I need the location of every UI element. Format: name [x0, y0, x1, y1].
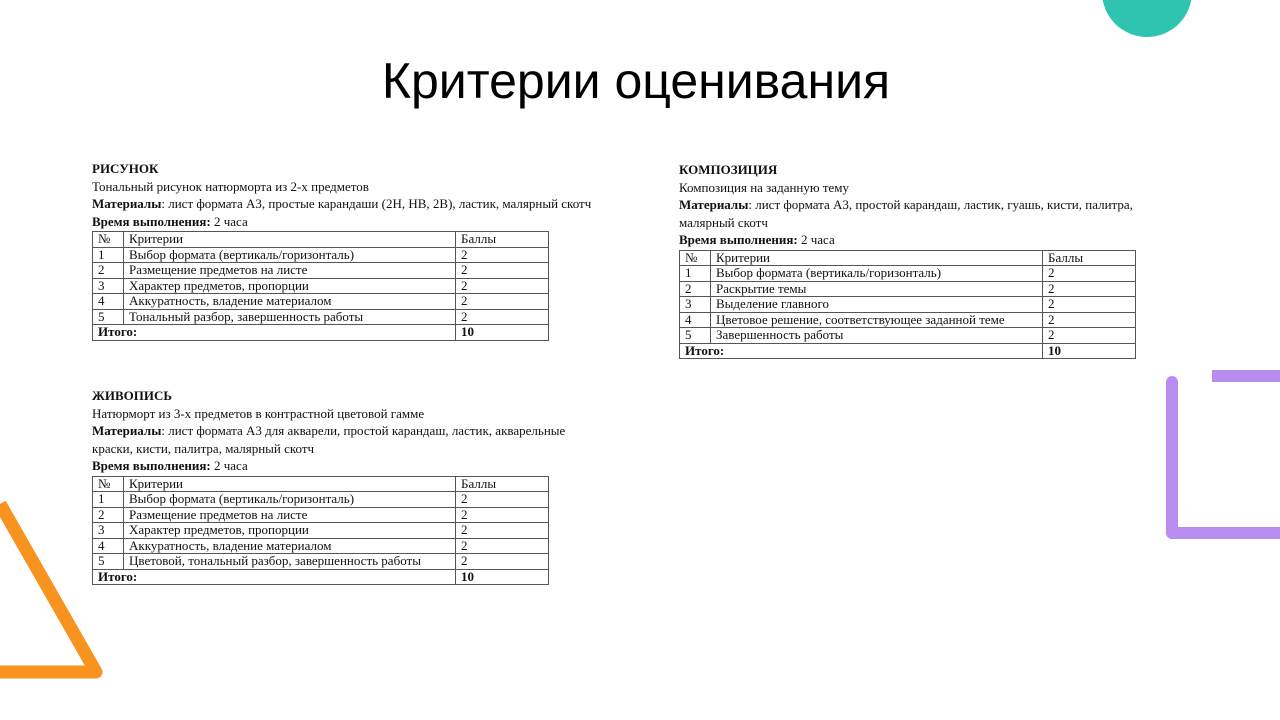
- time-value: 2 часа: [210, 213, 248, 229]
- row-score: 2: [456, 294, 549, 310]
- table-row: [680, 266, 1136, 282]
- time-line: [92, 213, 592, 231]
- criteria-table: [92, 231, 549, 341]
- table-row: [93, 278, 549, 294]
- row-score: 2: [456, 523, 549, 539]
- row-number: 4: [93, 538, 124, 554]
- table-row: [680, 297, 1136, 313]
- materials-label: Материалы: [92, 423, 162, 438]
- table-row: [93, 523, 549, 539]
- row-score: 2: [456, 309, 549, 325]
- section-heading: РИСУНОК: [92, 161, 159, 176]
- row-criterion: Цветовое решение, соответствующее заданной теме: [711, 312, 1043, 328]
- table-header: [680, 250, 1136, 266]
- row-score: 2: [456, 278, 549, 294]
- slide-title: Критерии оценивания: [381, 53, 891, 109]
- row-score: 2: [456, 538, 549, 554]
- row-number: 4: [93, 294, 124, 310]
- row-score: 2: [1043, 281, 1136, 297]
- table-row: [93, 263, 549, 279]
- row-criterion: Характер предметов, пропорции: [124, 278, 456, 294]
- row-score: 2: [1043, 312, 1136, 328]
- row-number: 2: [93, 263, 124, 279]
- purple-bracket-decoration: [1160, 365, 1280, 547]
- row-criterion: Выделение главного: [711, 297, 1043, 313]
- row-number: 3: [93, 278, 124, 294]
- table-row: [93, 554, 549, 570]
- row-criterion: Характер предметов, пропорции: [124, 523, 456, 539]
- row-number: 1: [93, 247, 124, 263]
- header-score: Баллы: [456, 476, 549, 492]
- materials-text: : лист формата А3, простой карандаш, ластик, гуашь, кисти, палитра, малярный скотч: [679, 197, 1133, 230]
- table-row: [680, 328, 1136, 344]
- materials-text: : лист формата А3 для акварели, простой карандаш, ластик, акварельные краски, кисти, палитра, малярный скотч: [92, 423, 566, 456]
- criteria-table: [679, 250, 1136, 360]
- section-subtitle: Тональный рисунок натюрморта из 2-х предметов: [92, 178, 369, 194]
- header-criteria: Критерии: [711, 250, 1043, 266]
- time-label: Время выполнения:: [92, 458, 211, 473]
- row-score: 2: [456, 492, 549, 508]
- table-row: [680, 281, 1136, 297]
- row-criterion: Выбор формата (вертикаль/горизонталь): [124, 492, 456, 508]
- row-score: 2: [456, 554, 549, 570]
- table-row: [93, 492, 549, 508]
- header-criteria: Критерии: [124, 232, 456, 248]
- row-number: 5: [93, 309, 124, 325]
- criteria-table: [92, 476, 549, 586]
- header-criteria: Критерии: [124, 476, 456, 492]
- row-number: 1: [680, 266, 711, 282]
- time-label: Время выполнения:: [92, 213, 211, 229]
- section-painting: [92, 387, 592, 585]
- row-number: 5: [680, 328, 711, 344]
- table-row: [93, 294, 549, 310]
- total-row: [93, 569, 549, 585]
- header-score: Баллы: [1043, 250, 1136, 266]
- total-label: Итого:: [680, 343, 1043, 359]
- row-number: 5: [93, 554, 124, 570]
- row-criterion: Раскрытие темы: [711, 281, 1043, 297]
- row-criterion: Цветовой, тональный разбор, завершенность работы: [124, 554, 456, 570]
- header-number: №: [680, 250, 711, 266]
- total-value: 10: [456, 325, 549, 341]
- time-label: Время выполнения:: [679, 232, 798, 247]
- total-row: [93, 325, 549, 341]
- time-value: 2 часа: [797, 232, 835, 247]
- row-score: 2: [456, 247, 549, 263]
- time-line: [92, 457, 592, 475]
- row-criterion: Выбор формата (вертикаль/горизонталь): [711, 266, 1043, 282]
- total-label: Итого:: [93, 569, 456, 585]
- section-subtitle: Натюрморт из 3-х предметов в контрастной цветовой гамме: [92, 405, 425, 421]
- total-value: 10: [1043, 343, 1136, 359]
- row-score: 2: [456, 507, 549, 523]
- table-row: [93, 538, 549, 554]
- row-criterion: Выбор формата (вертикаль/горизонталь): [124, 247, 456, 263]
- row-score: 2: [1043, 266, 1136, 282]
- section-heading: ЖИВОПИСЬ: [92, 388, 172, 403]
- materials-label: Материалы: [92, 196, 162, 211]
- row-score: 2: [1043, 297, 1136, 313]
- row-number: 2: [680, 281, 711, 297]
- row-number: 4: [680, 312, 711, 328]
- table-row: [680, 312, 1136, 328]
- header-score: Баллы: [456, 232, 549, 248]
- table-header: [93, 232, 549, 248]
- materials-line: [679, 196, 1157, 231]
- row-criterion: Аккуратность, владение материалом: [124, 294, 456, 310]
- row-criterion: Тональный разбор, завершенность работы: [124, 309, 456, 325]
- row-number: 3: [93, 523, 124, 539]
- table-row: [93, 247, 549, 263]
- table-header: [93, 476, 549, 492]
- total-row: [680, 343, 1136, 359]
- total-label: Итого:: [93, 325, 456, 341]
- row-score: 2: [1043, 328, 1136, 344]
- materials-text: : лист формата А3, простые карандаши (2H, HB, 2B), ластик, малярный скотч: [161, 196, 592, 211]
- row-criterion: Завершенность работы: [711, 328, 1043, 344]
- row-criterion: Аккуратность, владение материалом: [124, 538, 456, 554]
- section-heading: КОМПОЗИЦИЯ: [679, 162, 778, 177]
- row-number: 1: [93, 492, 124, 508]
- time-line: [679, 231, 1157, 249]
- time-value: 2 часа: [210, 458, 248, 473]
- row-score: 2: [456, 263, 549, 279]
- total-value: 10: [456, 569, 549, 585]
- materials-line: [92, 195, 592, 213]
- row-criterion: Размещение предметов на листе: [124, 507, 456, 523]
- row-criterion: Размещение предметов на листе: [124, 263, 456, 279]
- materials-label: Материалы: [679, 197, 749, 212]
- row-number: 2: [93, 507, 124, 523]
- materials-line: [92, 422, 592, 457]
- table-row: [93, 507, 549, 523]
- table-row: [93, 309, 549, 325]
- section-composition: [679, 161, 1157, 359]
- teal-circle-decoration: [1102, 0, 1192, 37]
- section-subtitle: Композиция на заданную тему: [679, 179, 850, 195]
- section-drawing: [92, 160, 592, 341]
- header-number: №: [93, 232, 124, 248]
- header-number: №: [93, 476, 124, 492]
- row-number: 3: [680, 297, 711, 313]
